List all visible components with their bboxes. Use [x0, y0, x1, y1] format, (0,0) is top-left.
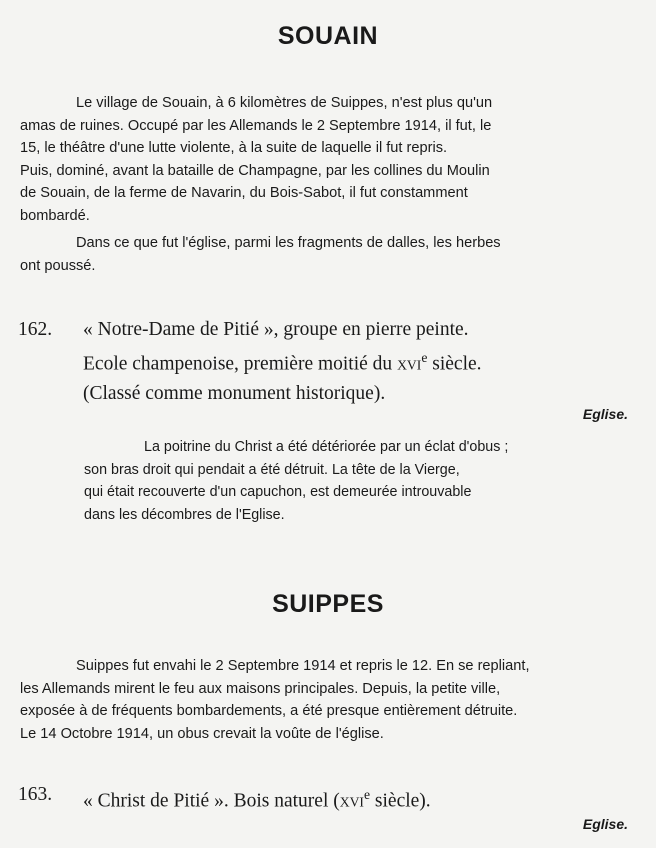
text-line: 15, le théâtre d'une lutte violente, à la suite de laquelle il fut repris.: [20, 140, 448, 157]
entry-number: 162.: [18, 319, 53, 340]
entry-line: (Classé comme monument historique).: [83, 382, 386, 404]
entry-line-text: « Christ de Pitié ». Bois naturel (: [83, 790, 340, 812]
text-line: amas de ruines. Occupé par les Allemands le 2 Septembre 1914, il fut, le: [20, 117, 492, 134]
note-line: dans les décombres de l'Eglise.: [84, 506, 285, 523]
section-title-suippes: SUIPPES: [272, 590, 384, 618]
text-line: les Allemands mirent le feu aux maisons principales. Depuis, la petite ville,: [20, 680, 501, 697]
entry-line-text: Ecole champenoise, première moitié du: [83, 353, 398, 375]
entry-description: [83, 781, 630, 817]
entry-number: 163.: [18, 784, 53, 805]
location-label: Eglise.: [582, 406, 628, 422]
entry-line: « Notre-Dame de Pitié », groupe en pierre peinte.: [83, 319, 469, 340]
text-line: Suippes fut envahi le 2 Septembre 1914 et repris le 12. En se repliant,: [76, 658, 530, 674]
text-line: de Souain, de la ferme de Navarin, du Bois-Sabot, il fut constamment: [20, 185, 468, 202]
souain-paragraph-1: [20, 92, 632, 228]
note-line: qui était recouverte d'un capuchon, est demeurée introuvable: [84, 484, 472, 501]
note-line: son bras droit qui pendait a été détruit. La tête de la Vierge,: [84, 461, 460, 478]
century-roman: XVI: [339, 794, 364, 810]
century-sup: e: [421, 350, 428, 365]
suippes-paragraph-1: [20, 655, 632, 745]
text-line: bombardé.: [20, 207, 90, 224]
century-suffix: siècle).: [370, 790, 431, 812]
entry-description: [83, 316, 630, 408]
text-line: Puis, dominé, avant la bataille de Champagne, par les collines du Moulin: [20, 162, 490, 179]
entry-note: [84, 436, 632, 526]
entry-line: [83, 344, 630, 380]
entry-line: [83, 781, 630, 817]
text-line: exposée à de fréquents bombardements, a été presque entièrement détruite.: [20, 703, 518, 720]
text-line: Le 14 Octobre 1914, un obus crevait la voûte de l'église.: [20, 725, 384, 742]
century-sup: e: [363, 787, 371, 802]
text-line: Le village de Souain, à 6 kilomètres de Suippes, n'est plus qu'un: [76, 95, 493, 111]
note-line: La poitrine du Christ a été détériorée par un éclat d'obus ;: [144, 439, 509, 455]
souain-paragraph-2: [20, 232, 632, 277]
century-suffix: siècle.: [427, 353, 482, 375]
location-label: Eglise.: [582, 816, 628, 832]
century-roman: XVI: [397, 357, 422, 373]
text-line: Dans ce que fut l'église, parmi les fragments de dalles, les herbes: [76, 235, 501, 251]
text-line: ont poussé.: [20, 257, 96, 274]
section-title-souain: SOUAIN: [277, 22, 379, 50]
